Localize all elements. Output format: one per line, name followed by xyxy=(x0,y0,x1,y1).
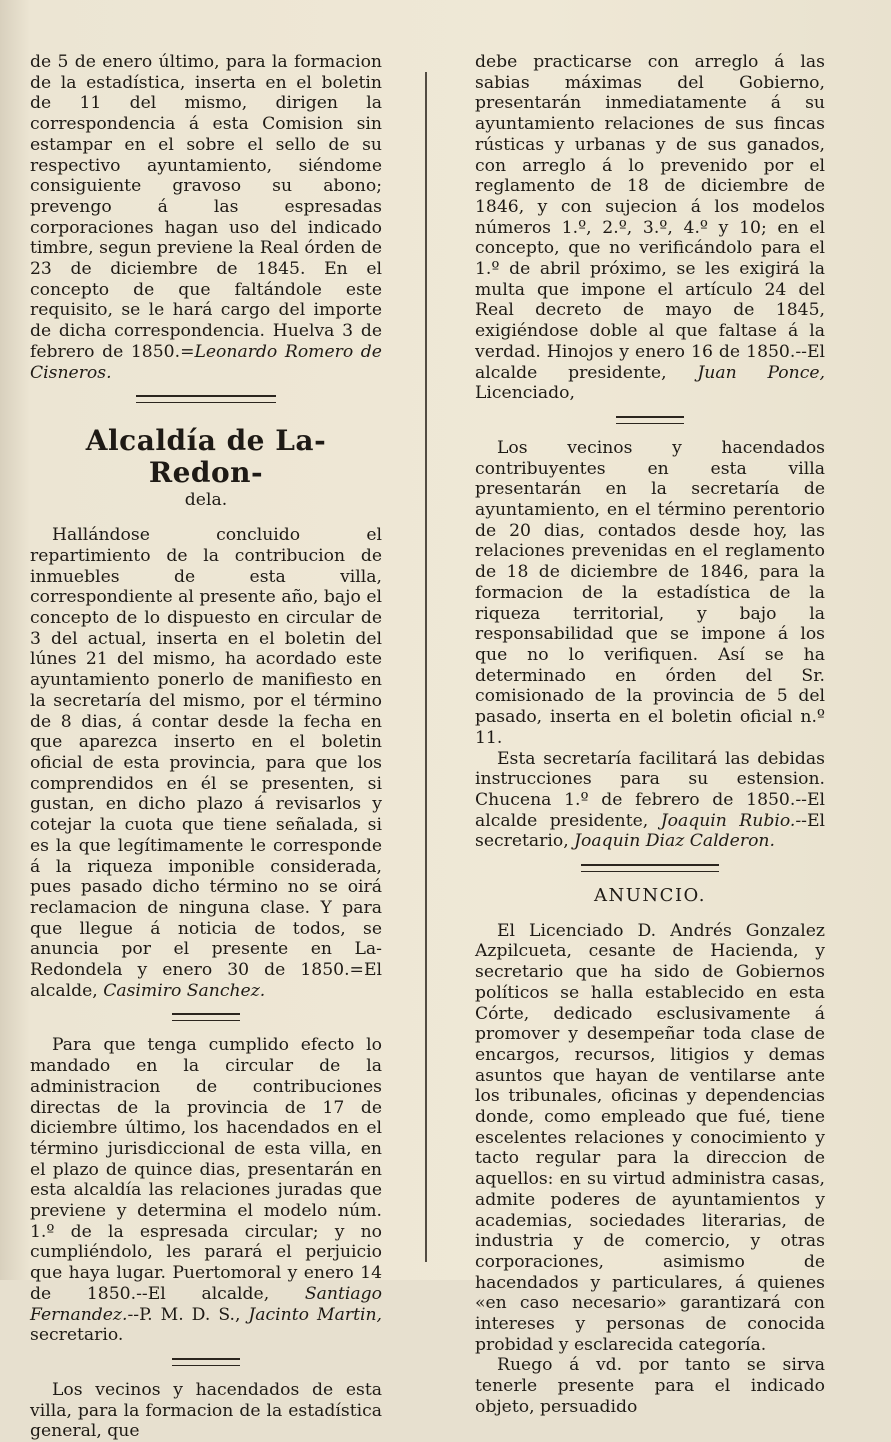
signature: Leonardo Romero de Cisneros. xyxy=(30,341,382,383)
paragraph: Para que tenga cumplido efecto lo mandado en la circular de la administracion de contribuciones directas de la provincia de 17 de diciembre último, los hacendados en el término jurisdiccional de esta villa, en el plazo de quince dias, presentarán en esta alcaldía las relaciones juradas que previene y determina el modelo núm. 1.º de la espresada circular; y no cumpliéndolo, les parará el perjuicio que haya lugar. Puertomoral y enero 14 de 1850.--El alcalde, Santiago Fernandez.--P. M. D. S., Jacinto Martin, secretario. xyxy=(30,1035,383,1346)
announcement-heading: ANUNCIO. xyxy=(594,885,706,907)
section-heading-continuation: dela. xyxy=(184,490,228,511)
left-column xyxy=(30,52,382,1442)
paragraph: Ruego á vd. por tanto se sirva tenerle presente para el indicado objeto, persuadido xyxy=(475,1355,825,1417)
paragraph: El Licenciado D. Andrés Gonzalez Azpilcueta, cesante de Hacienda, y secretario que ha sido de Gobiernos políticos se halla establecido en esta Córte, dedicado esclusivamente á promover y desempeñar toda clase de encargos, recursos, litigios y demas asuntos que hayan de ventilarse ante los tribunales, oficinas y dependencias donde, como empleado que fué, tiene escelentes relaciones y conocimiento y tacto regular para la direccion de aquellos: en su virtud administra casas, admite poderes de ayuntamientos y academias, sociedades literarias, de industria y de comercio, y otras corporaciones, asimismo de hacendados y particulares, á quienes «en caso necesario» garantizará con intereses y personas de conocida probidad y esclarecida categoría. xyxy=(475,920,825,1355)
paragraph: Esta secretaría facilitará las debidas instrucciones para su estension. Chucena 1.º de febrero de 1850.--El alcalde presidente, Joaquin Rubio.--El secretario, Joaquin Diaz Calderon. xyxy=(475,748,825,852)
column-divider xyxy=(425,72,427,1262)
separator-rule xyxy=(30,1013,382,1021)
paragraph: de 5 de enero último, para la formacion de la estadística, inserta en el boletin de 11 del mismo, dirigen la correspondencia á esta Comision sin estampar en el sobre el sello de su respectivo ayuntamiento, siéndome consiguiente gravoso su abono; prevengo á las espresadas corporaciones hagan uso del indicado timbre, segun previene la Real órden de 23 de diciembre de 1845. En el concepto de que faltándole este requisito, se le hará cargo del importe de dicha correspondencia. Huelva 3 de febrero de 1850.=Leonardo Romero de Cisneros. xyxy=(30,52,382,383)
signature: Santiago Fernandez. xyxy=(30,1283,382,1325)
paragraph: debe practicarse con arreglo á las sabias máximas del Gobierno, presentarán inmediatamente á su ayuntamiento relaciones de sus fincas rústicas y urbanas y de sus ganados, con arreglo á lo prevenido por el reglamento de 18 de diciembre de 1846, y con sujecion á los modelos números 1.º, 2.º, 3.º, 4.º y 10; en el concepto, que no verificándolo para el 1.º de abril próximo, se les exigirá la multa que impone el artículo 24 del Real decreto de mayo de 1845, exigiéndose doble al que faltase á la verdad. Hinojos y enero 16 de 1850.--El alcalde presidente, Juan Ponce, Licenciado, xyxy=(475,52,825,404)
right-column xyxy=(475,52,825,1418)
signature: Juan Ponce, xyxy=(697,362,825,383)
paragraph: Los vecinos y hacendados contribuyentes en esta villa presentarán en la secretaría de ayuntamiento, en el término perentorio de 20 dias, contados desde hoy, las relaciones prevenidas en el reglamento de 18 de diciembre de 1846, para la formacion de la estadística de la riqueza territorial, y bajo la responsabilidad que se impone á los que no lo verifiquen. Así se ha determinado en órden del Sr. comisionado de la provincia de 5 del pasado, inserta en el boletin oficial n.º 11. xyxy=(475,437,825,748)
separator-rule xyxy=(30,1358,382,1366)
separator-rule xyxy=(30,395,382,403)
signature: Jacinto Martin, xyxy=(248,1304,383,1325)
signature: Joaquin Diaz Calderon. xyxy=(574,831,775,852)
signature: Joaquin Rubio. xyxy=(660,810,796,831)
section-heading: Alcaldía de La-Redon- xyxy=(85,424,327,490)
paragraph: Los vecinos y hacendados de esta villa, para la formacion de la estadística general, que xyxy=(30,1379,382,1442)
separator-rule xyxy=(475,864,825,872)
separator-rule xyxy=(475,416,825,424)
paragraph: Hallándose concluido el repartimiento de la contribucion de inmuebles de esta villa, correspondiente al presente año, bajo el concepto de lo dispuesto en circular de 3 del actual, inserta en el boletin del lúnes 21 del mismo, ha acordado este ayuntamiento ponerlo de manifiesto en la secretaría del mismo, por el término de 8 dias, á contar desde la fecha en que aparezca inserto en el boletin oficial de esta provincia, para que los comprendidos en él se presenten, si gustan, en dicho plazo á revisarlos y cotejar la cuota que tiene señalada, si es la que legítimamente le corresponde á la riqueza imponible considerada, pues pasado dicho término no se oirá reclamacion de ninguna clase. Y para que llegue á noticia de todos, se anuncia por el presente en La-Redondela y enero 30 de 1850.=El alcalde, Casimiro Sanchez. xyxy=(30,525,382,1001)
signature: Casimiro Sanchez. xyxy=(103,980,266,1001)
